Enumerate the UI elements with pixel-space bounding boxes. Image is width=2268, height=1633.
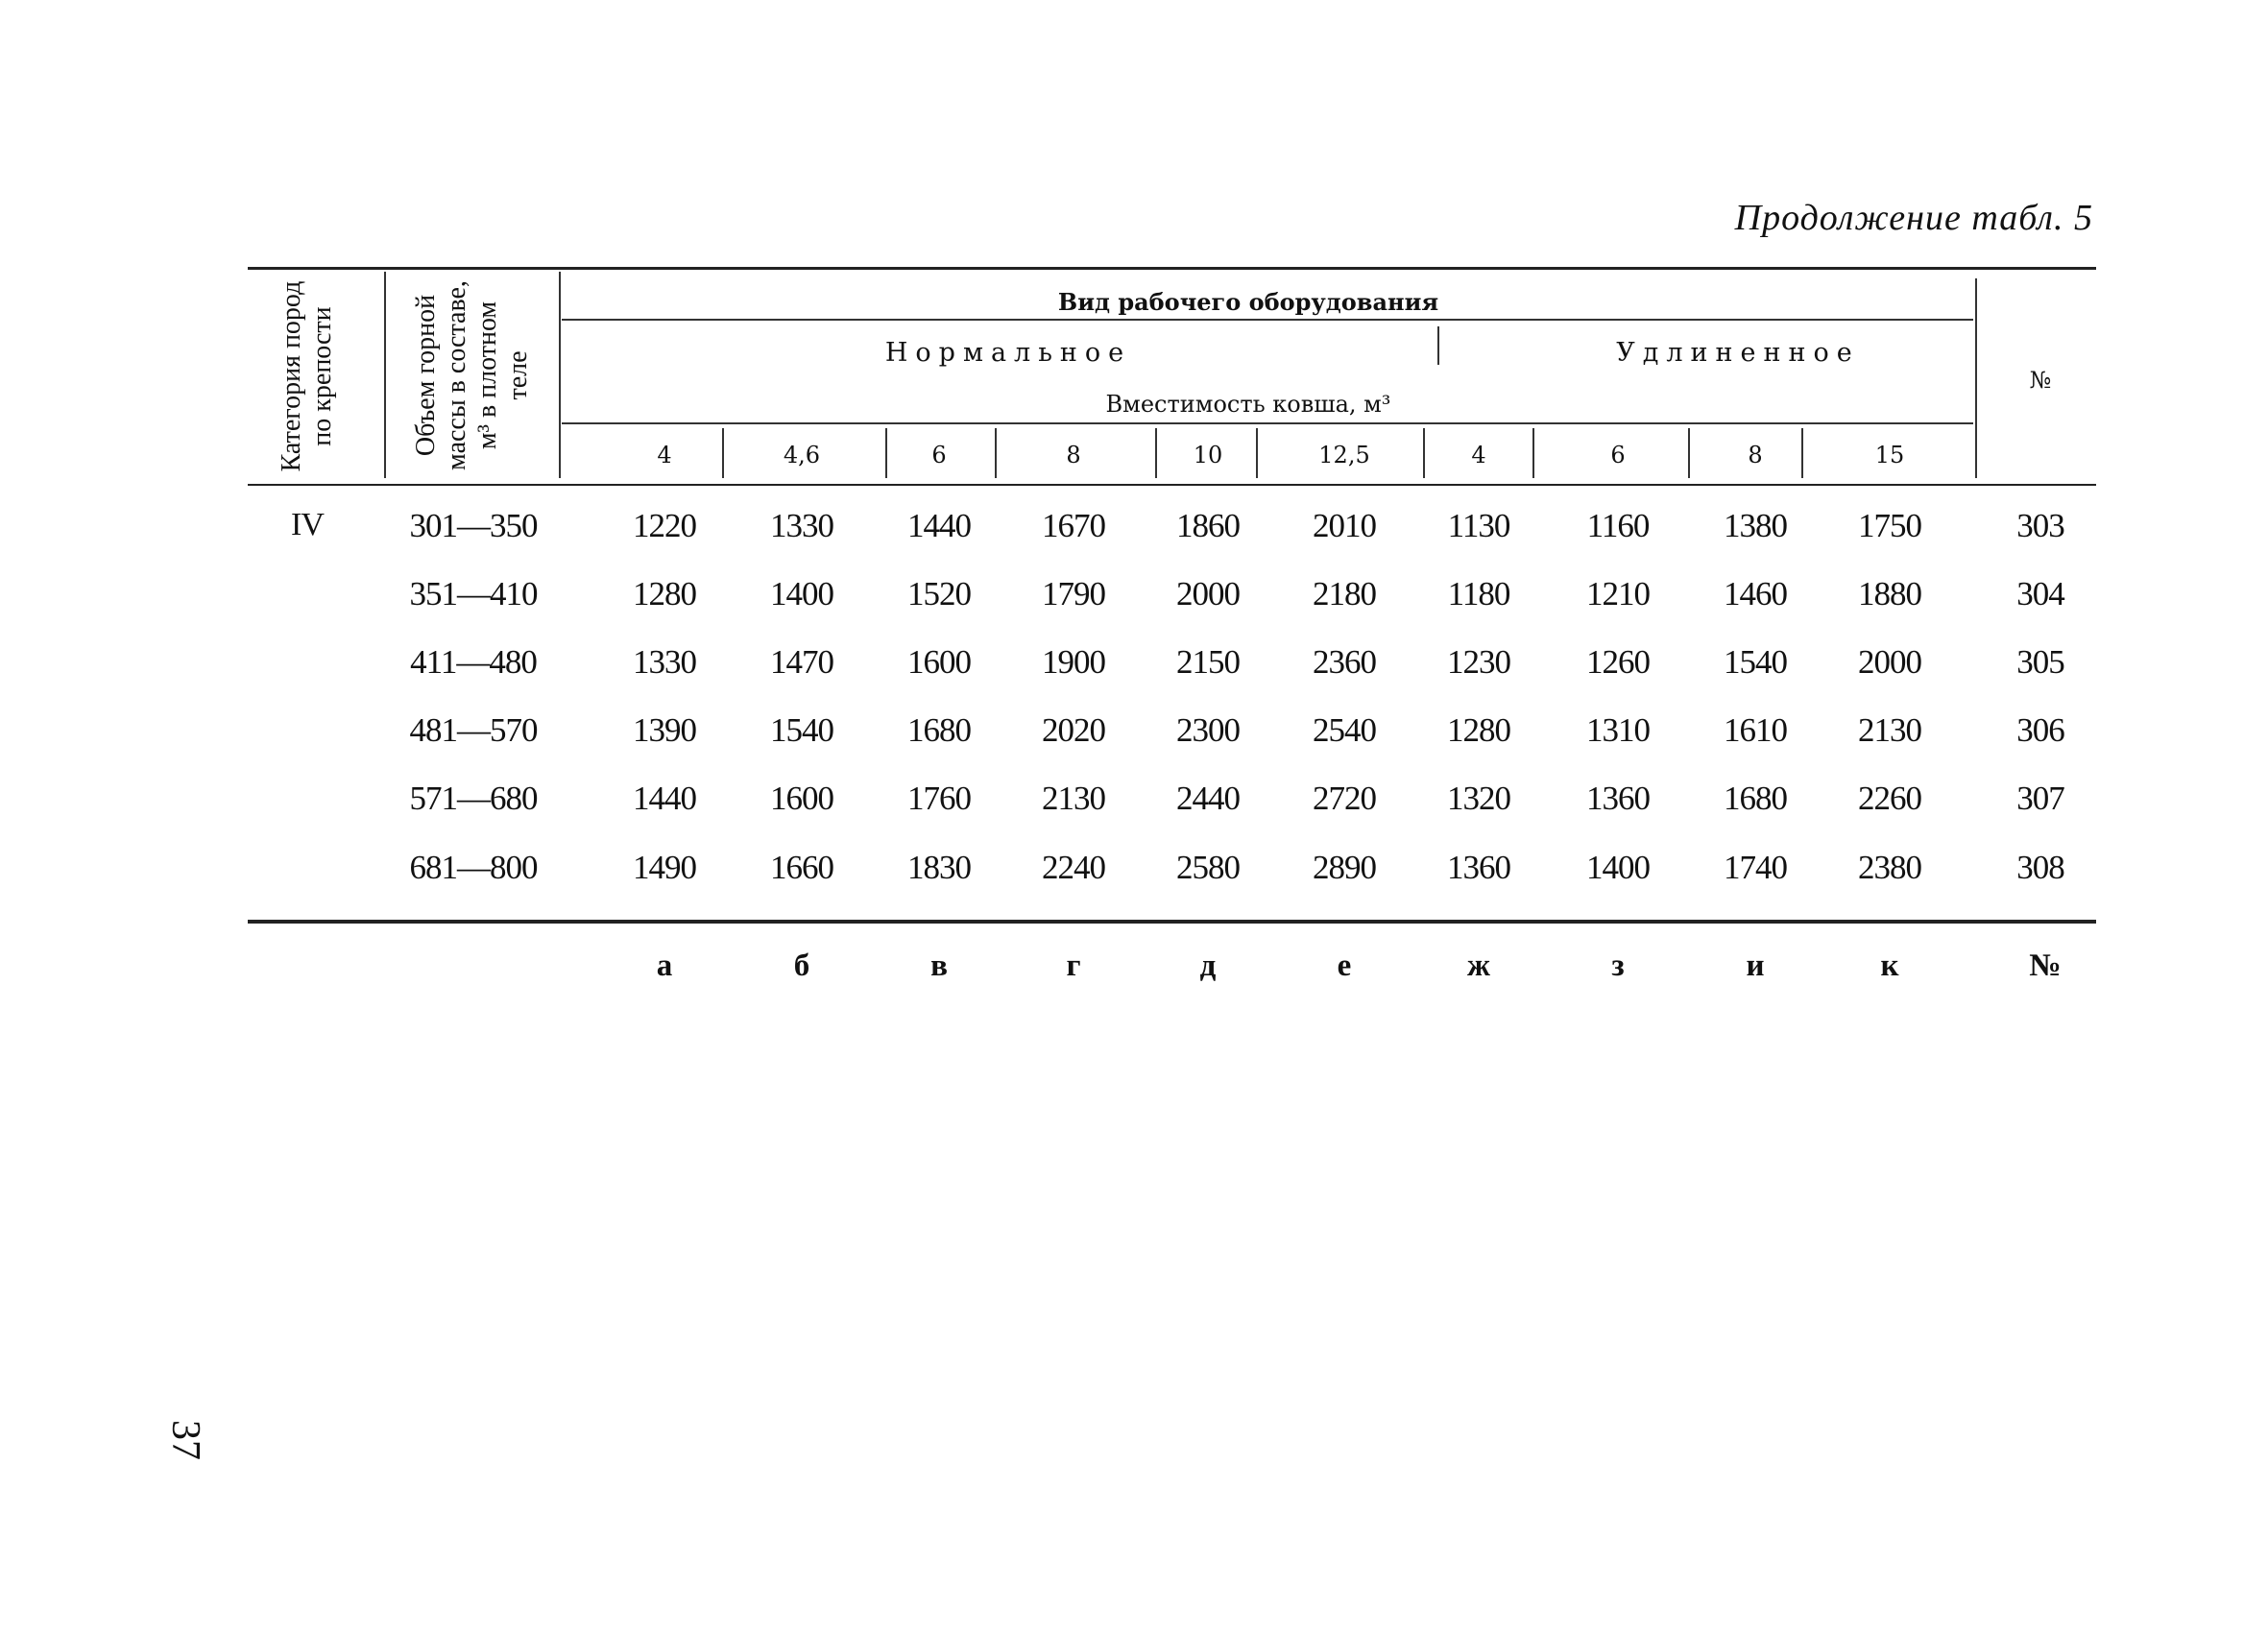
volume-range: 481—570 <box>409 711 538 749</box>
volume-range: 351—410 <box>409 575 538 612</box>
table-cell: 1900 <box>1042 643 1105 681</box>
table-cell: 1540 <box>1724 643 1787 681</box>
table-cell: 2130 <box>1858 711 1921 749</box>
table-cell: 1540 <box>770 711 833 749</box>
table-top-rule <box>248 267 2096 270</box>
table-cell: 2300 <box>1176 711 1240 749</box>
footer-letter: е <box>1337 949 1352 983</box>
table-cell: 2360 <box>1313 643 1376 681</box>
header-rule-capacity <box>562 422 1973 424</box>
table-cell: 1520 <box>907 575 971 612</box>
header-rule-equipment <box>562 319 1973 321</box>
table-cell: 1680 <box>1724 780 1787 817</box>
table-cell: 1460 <box>1724 575 1787 612</box>
table-cell: 1360 <box>1586 780 1650 817</box>
bucket-capacity-header: Вместимость ковша, м³ <box>1105 391 1391 418</box>
table-cell: 1320 <box>1447 780 1510 817</box>
header-divider-category <box>384 272 386 478</box>
table-cell: 2000 <box>1858 643 1921 681</box>
table-cell: 1790 <box>1042 575 1105 612</box>
footer-letter: д <box>1199 949 1217 983</box>
capacity-header-cell: 4 <box>657 442 672 468</box>
table-cell: 2260 <box>1858 780 1921 817</box>
table-cell: 1470 <box>770 643 833 681</box>
table-cell: 1830 <box>907 849 971 886</box>
table-cell: 1400 <box>770 575 833 612</box>
row-number: 307 <box>2016 780 2064 817</box>
volume-range: 301—350 <box>409 507 538 544</box>
capacity-header-cell: 8 <box>1066 442 1081 468</box>
normal-group-header: Нормальное <box>884 338 1132 368</box>
capacity-header-cell: 15 <box>1874 442 1905 468</box>
row-number: 304 <box>2016 575 2064 612</box>
extended-group-header: Удлиненное <box>1616 338 1860 368</box>
row-number: 305 <box>2016 643 2064 681</box>
table-cell: 1750 <box>1858 507 1921 544</box>
footer-letter: ж <box>1467 949 1490 983</box>
table-cell: 2020 <box>1042 711 1105 749</box>
page-number: 37 <box>163 1420 207 1460</box>
table-cell: 2440 <box>1176 780 1240 817</box>
table-cell: 1400 <box>1586 849 1650 886</box>
row-number: 306 <box>2016 711 2064 749</box>
footer-number-sign: № <box>2029 949 2062 983</box>
table-cell: 1330 <box>770 507 833 544</box>
table-cell: 2540 <box>1313 711 1376 749</box>
table-cell: 2130 <box>1042 780 1105 817</box>
table-cell: 1740 <box>1724 849 1787 886</box>
volume-column-header: Объем горной массы в составе, м³ в плотном теле <box>411 280 533 470</box>
table-cell: 1220 <box>633 507 696 544</box>
table-cell: 1310 <box>1586 711 1650 749</box>
table-cell: 1330 <box>633 643 696 681</box>
table-cell: 1380 <box>1724 507 1787 544</box>
header-bottom-rule <box>248 484 2096 486</box>
header-divider-groups <box>1437 326 1439 365</box>
volume-range: 411—480 <box>410 643 537 681</box>
table-cell: 1600 <box>907 643 971 681</box>
table-cell: 1390 <box>633 711 696 749</box>
capacity-divider <box>1688 428 1690 478</box>
capacity-header-cell: 8 <box>1748 442 1763 468</box>
table-cell: 1360 <box>1447 849 1510 886</box>
table-cell: 1260 <box>1586 643 1650 681</box>
table-cell: 1600 <box>770 780 833 817</box>
table-cell: 1160 <box>1586 507 1650 544</box>
table-cell: 2000 <box>1176 575 1240 612</box>
table-cell: 2180 <box>1313 575 1376 612</box>
header-divider-volume <box>559 272 561 478</box>
number-column-header: № <box>2029 367 2052 394</box>
table-cell: 1280 <box>633 575 696 612</box>
footer-letter: в <box>930 949 948 983</box>
table-cell: 2380 <box>1858 849 1921 886</box>
row-number: 308 <box>2016 849 2064 886</box>
table-cell: 1860 <box>1176 507 1240 544</box>
row-number: 303 <box>2016 507 2064 544</box>
table-cell: 1130 <box>1447 507 1510 544</box>
table-cell: 1680 <box>907 711 971 749</box>
continuation-caption: Продолжение табл. 5 <box>1734 198 2093 238</box>
footer-letter: к <box>1880 949 1899 983</box>
table-cell: 1490 <box>633 849 696 886</box>
header-divider-number <box>1975 278 1977 478</box>
category-value: IV <box>291 507 324 542</box>
capacity-header-cell: 6 <box>1610 442 1626 468</box>
table-cell: 2240 <box>1042 849 1105 886</box>
table-cell: 2010 <box>1313 507 1376 544</box>
capacity-header-cell: 6 <box>931 442 947 468</box>
table-cell: 1440 <box>907 507 971 544</box>
capacity-header-cell: 4,6 <box>783 442 821 468</box>
table-cell: 1230 <box>1447 643 1510 681</box>
footer-letter: а <box>656 949 673 983</box>
volume-range: 681—800 <box>409 849 538 886</box>
volume-range: 571—680 <box>409 780 538 817</box>
table-cell: 1210 <box>1586 575 1650 612</box>
table-cell: 1670 <box>1042 507 1105 544</box>
table-cell: 2580 <box>1176 849 1240 886</box>
table-cell: 2890 <box>1313 849 1376 886</box>
table-cell: 1660 <box>770 849 833 886</box>
capacity-header-cell: 4 <box>1471 442 1486 468</box>
footer-letter: г <box>1066 949 1081 983</box>
table-cell: 1760 <box>907 780 971 817</box>
table-cell: 1180 <box>1447 575 1510 612</box>
table-cell: 2720 <box>1313 780 1376 817</box>
capacity-header-cell: 12,5 <box>1318 442 1370 468</box>
capacity-divider <box>722 428 724 478</box>
footer-letter: и <box>1746 949 1765 983</box>
table-cell: 1440 <box>633 780 696 817</box>
category-column-header: Категория пород по крепости <box>277 280 337 472</box>
footer-letter: б <box>793 949 810 983</box>
table-cell: 1610 <box>1724 711 1787 749</box>
footer-letter: з <box>1611 949 1625 983</box>
table-cell: 2150 <box>1176 643 1240 681</box>
table-cell: 1280 <box>1447 711 1510 749</box>
table-bottom-rule <box>248 920 2096 924</box>
equipment-type-header: Вид рабочего оборудования <box>1057 288 1439 316</box>
capacity-header-cell: 10 <box>1193 442 1223 468</box>
table-cell: 1880 <box>1858 575 1921 612</box>
